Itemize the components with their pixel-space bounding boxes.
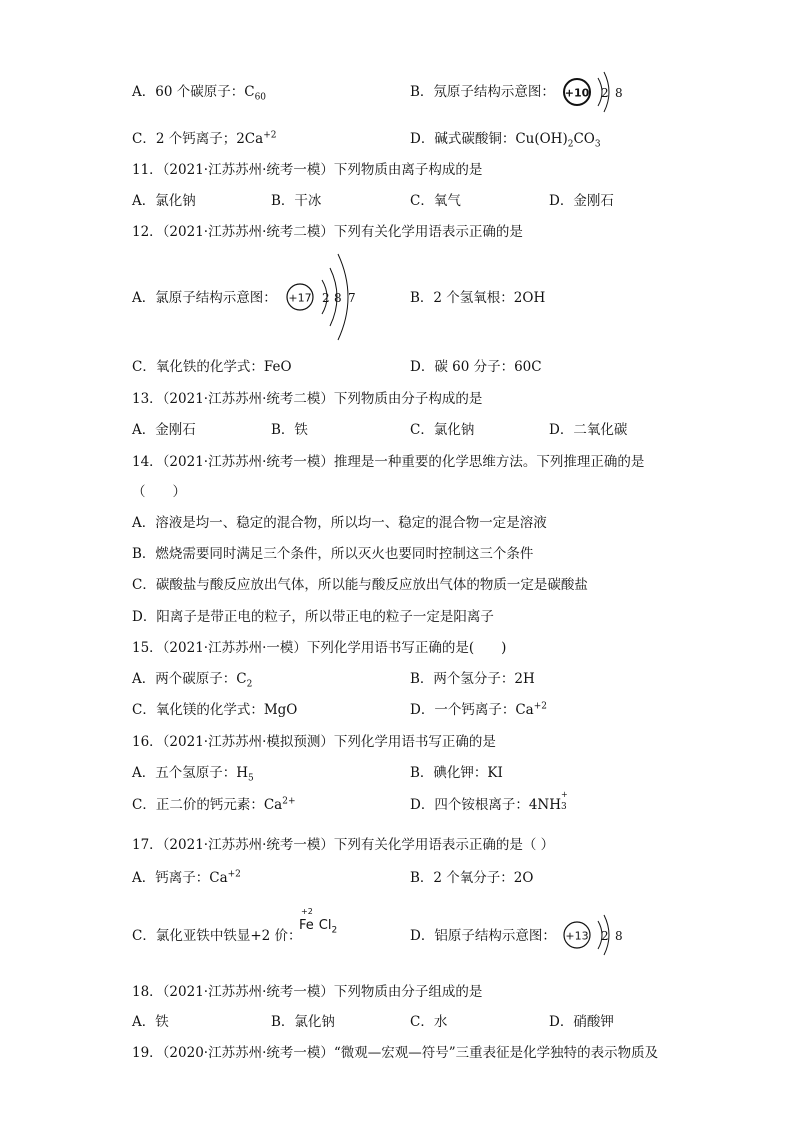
- q17-option-c: C．氯化亚铁中铁显+2 价：: [132, 928, 302, 944]
- q12-option-b: B．2 个氢氧根：2OH: [410, 290, 546, 306]
- electron-count-shell-2: 8: [615, 929, 623, 943]
- q12-option-a: A．氯原子结构示意图：: [132, 290, 277, 306]
- neon-atom-diagram: [560, 66, 634, 118]
- q10-option-c: C．2 个钙离子；$2Ca^{+2}$: [132, 130, 277, 147]
- q14-stem: 14．（2021·江苏苏州·统考一模）推理是一种重要的化学思维方法。下列推理正确的是: [132, 454, 645, 470]
- q15-option-b: B．两个氢分子：2H: [410, 671, 535, 687]
- electron-count-shell-1: 2: [601, 929, 609, 943]
- q11-option-d: D．金刚石: [549, 193, 614, 209]
- q16-option-a: A．五个氢原子：$H_5$: [132, 765, 254, 784]
- electron-count-shell-1: 2: [601, 86, 609, 100]
- q17-stem: 17．（2021·江苏苏州·统考一模）下列有关化学用语表示正确的是（ ）: [132, 837, 555, 853]
- q13-stem: 13．（2021·江苏苏州·统考二模）下列物质由分子构成的是: [132, 391, 483, 407]
- q18-option-a: A．铁: [132, 1014, 169, 1030]
- fecl2-valence-formula: +2 Fe $Cl_2$: [299, 907, 338, 936]
- electron-count-shell-1: 2: [322, 291, 330, 305]
- q15-option-a: A．两个碳原子：$C_2$: [132, 671, 253, 690]
- q11-option-b: B．干冰: [271, 193, 322, 209]
- q11-option-c: C．氧气: [410, 193, 461, 209]
- nucleus-label: +10: [564, 86, 590, 100]
- q11-option-a: A．氯化钠: [132, 193, 196, 209]
- q13-option-a: A．金刚石: [132, 422, 196, 438]
- q14-option-b: B．燃烧需要同时满足三个条件，所以灭火也要同时控制这三个条件: [132, 546, 534, 562]
- q12-option-d: D．碳 60 分子：60C: [410, 359, 542, 375]
- q15-option-c: C．氧化镁的化学式：MgO: [132, 702, 298, 718]
- q16-option-d: D．四个铵根离子：4NH + 3: [410, 790, 568, 813]
- q12-stem: 12．（2021·江苏苏州·统考二模）下列有关化学用语表示正确的是: [132, 224, 523, 240]
- chlorine-atom-diagram: [282, 250, 374, 344]
- q18-option-d: D．硝酸钾: [549, 1014, 614, 1030]
- q17-option-d: D．铝原子结构示意图：: [410, 928, 556, 944]
- q12-option-c: C．氧化铁的化学式：FeO: [132, 359, 292, 375]
- q14-option-d: D．阳离子是带正电的粒子，所以带正电的粒子一定是阳离子: [132, 609, 494, 625]
- q14-answer-paren: （ ）: [132, 484, 186, 500]
- q11-stem: 11．（2021·江苏苏州·统考一模）下列物质由离子构成的是: [132, 162, 483, 178]
- q17-option-a: A．钙离子：$Ca^{+2}$: [132, 869, 241, 886]
- aluminum-atom-diagram: [560, 909, 634, 961]
- q16-option-b: B．碘化钾：KI: [410, 765, 503, 781]
- electron-count-shell-2: 8: [615, 86, 623, 100]
- electron-count-shell-3: 7: [348, 291, 356, 305]
- q16-stem: 16．（2021·江苏苏州·模拟预测）下列化学用语书写正确的是: [132, 734, 496, 750]
- q10-option-d: D．碱式碳酸铜：$Cu(OH)_2CO_3$: [410, 131, 601, 150]
- q15-option-d: D．一个钙离子：$Ca^{+2}$: [410, 701, 547, 718]
- nucleus-label: +13: [565, 929, 589, 943]
- q17-option-b: B．2 个氧分子：2O: [410, 870, 534, 886]
- q14-option-a: A．溶液是均一、稳定的混合物，所以均一、稳定的混合物一定是溶液: [132, 515, 547, 531]
- q13-option-b: B．铁: [271, 422, 308, 438]
- q13-option-c: C．氯化钠: [410, 422, 475, 438]
- q15-stem: 15．（2021·江苏苏州·一模）下列化学用语书写正确的是( ): [132, 640, 507, 656]
- q13-option-d: D．二氧化碳: [549, 422, 628, 438]
- q10-option-b: B．氖原子结构示意图：: [410, 84, 555, 100]
- electron-count-shell-2: 8: [334, 291, 342, 305]
- nucleus-label: +17: [288, 291, 312, 305]
- q18-option-c: C．水: [410, 1014, 448, 1030]
- q19-stem: 19．（2020·江苏苏州·统考一模）“微观—宏观—符号”三重表征是化学独特的表示物质及: [132, 1045, 659, 1061]
- q14-option-c: C．碳酸盐与酸反应放出气体，所以能与酸反应放出气体的物质一定是碳酸盐: [132, 577, 588, 593]
- q10-option-a: A．60 个碳原子：$C_{60}$: [132, 84, 267, 103]
- q18-option-b: B．氯化钠: [271, 1014, 335, 1030]
- q16-option-c: C．正二价的钙元素：$Ca^{2+}$: [132, 796, 296, 813]
- q18-stem: 18．（2021·江苏苏州·统考一模）下列物质由分子组成的是: [132, 984, 483, 1000]
